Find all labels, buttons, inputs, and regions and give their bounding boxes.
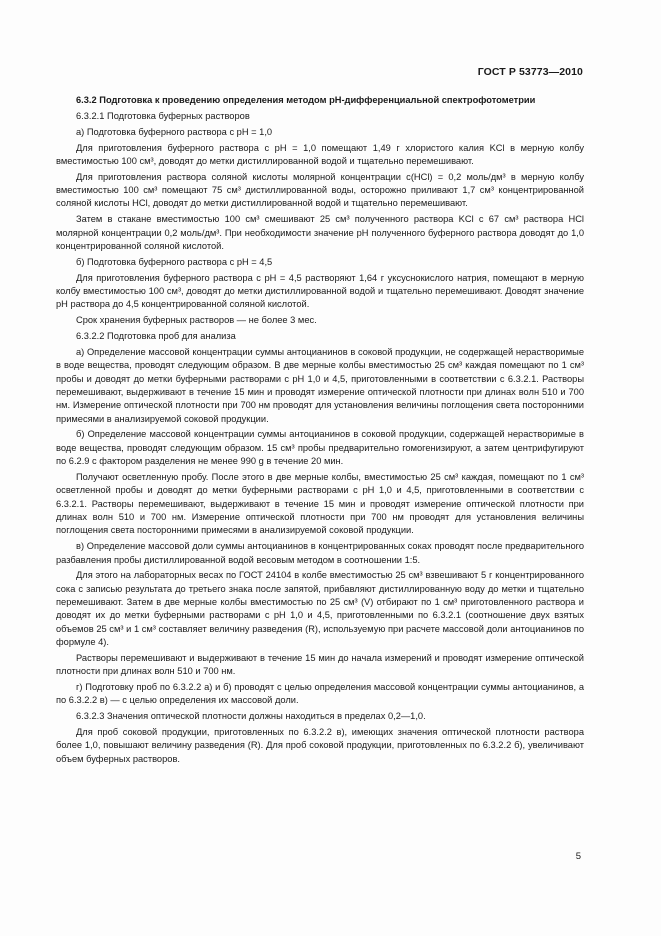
body-paragraph: Для проб соковой продукции, приготовленных по 6.3.2.2 в), имеющих значения оптической плотности раствора более 1,0, повышают величину разведения (R). Для проб соковой продукции, приготовленных по 6.3.2.2 б), увеличивают объем буферных растворов.	[56, 727, 584, 764]
body-paragraph: в) Определение массовой доли суммы антоцианинов в концентрированных соках проводят после предварительного разбавления пробы дистиллированной водой весовым методом в соотношении 1:5.	[56, 541, 584, 565]
body-paragraph: Для приготовления буферного раствора с pH = 4,5 растворяют 1,64 г уксуснокислого натрия, помещают в мерную колбу вместимостью 100 см³, доводят до метки дистиллированной водой и тщательно перемешивают. Доводят значение pH раствора до 4,5 концентрированной соляной кислотой.	[56, 272, 584, 310]
page-number: 5	[575, 851, 581, 862]
body-paragraph: Для этого на лабораторных весах по ГОСТ 24104 в колбе вместимостью 25 см³ взвешивают 5 г концентрированного сока с записью результата до третьего знака после запятой, прибавляют дистиллированную воду до метки и тщательно перемешивают. Затем в две мерные колбы вместимостью по 25 см³ (V) отбирают по 1 см³ приготовленного раствора и доводят их до метки буферными растворами с pH 1,0 и 4,5, приготовленными по 6.3.2.1 (соотношение двух взятых объемов 25 см³ и 1 см³ составляет величину разведения (R), используемую при расчете массовой доли антоцианинов по формуле 4).	[56, 570, 584, 648]
body-paragraph: Затем в стакане вместимостью 100 см³ смешивают 25 см³ полученного раствора KCl с 67 см³ раствора HCl молярной концентрации 0,2 моль/дм³. При необходимости значение pH полученного буферного раствора доводят до 1,0 концентрированной соляной кислотой.	[56, 214, 584, 251]
body-paragraph: Для приготовления раствора соляной кислоты молярной концентрации c(HCl) = 0,2 моль/дм³ в мерную колбу вместимостью 100 см³ помещают 75 см³ дистиллированной воды, осторожно приливают 1,7 см³ концентрированной соляной кислоты HCl, доводят до метки дистиллированной водой и тщательно перемешивают.	[56, 171, 584, 209]
body-paragraph: а) Подготовка буферного раствора с pH = 1,0	[76, 126, 273, 137]
body-paragraph: а) Определение массовой концентрации суммы антоцианинов в соковой продукции, не содержащей нерастворимые в воде вещества, проводят следующим образом. В две мерные колбы вместимостью 25 см³ каждая помещают по 1 см³ пробы и доводят до метки буферными растворами с pH 1,0 и 4,5, приготовленными в соответствии с 6.3.2.1. Растворы перемешивают, выдерживают в течение 15 мин и проводят измерение оптической плотности при длинах волн 510 и 700 нм. Измерение оптической плотности при 700 нм проводят для установления величины поглощения света посторонними примесями в анализируемой соковой продукции.	[56, 346, 584, 424]
document-body	[56, 94, 584, 769]
body-paragraph: 6.3.2.3 Значения оптической плотности должны находиться в пределах 0,2—1,0.	[76, 711, 426, 722]
body-paragraph: г) Подготовку проб по 6.3.2.2 а) и б) проводят с целью определения массовой концентрации суммы антоцианинов, а по 6.3.2.2 в) — с целью определения их массовой доли.	[56, 682, 584, 706]
body-paragraph: Для приготовления буферного раствора с pH = 1,0 помещают 1,49 г хлористого калия KCl в мерную колбу вместимостью 100 см³, доводят до метки дистиллированной водой и тщательно перемешивают.	[56, 142, 584, 166]
body-paragraph: Срок хранения буферных растворов — не более 3 мес.	[76, 315, 317, 326]
body-paragraph: Получают осветленную пробу. После этого в две мерные колбы, вместимостью 25 см³ каждая, помещают по 1 см³ осветленной пробы и доводят до метки буферными растворами с pH 1,0 и 4,5, приготовленными в соответствии с 6.3.2.1. Растворы перемешивают, выдерживают в течение 15 мин и проводят измерение оптической плотности при длинах волн 510 и 700 нм. Измерение оптической плотности при 700 нм проводят для установления величины поглощения света посторонними примесями в анализируемой соковой продукции.	[56, 471, 584, 536]
body-paragraph: 6.3.2.1 Подготовка буферных растворов	[76, 110, 250, 121]
document-id-header: ГОСТ Р 53773—2010	[477, 66, 583, 78]
body-paragraph: б) Определение массовой концентрации суммы антоцианинов в соковой продукции, содержащей нерастворимые в воде вещества, проводят следующим образом. 15 см³ пробы предварительно гомогенизируют, а затем центрифугируют по 6.2.9 с фактором разделения не менее 990 g в течение 20 мин.	[56, 429, 584, 467]
body-paragraph: 6.3.2.2 Подготовка проб для анализа	[76, 331, 236, 341]
body-paragraph: б) Подготовка буферного раствора с pH = 4,5	[76, 256, 273, 267]
body-paragraph: Растворы перемешивают и выдерживают в течение 15 мин до начала измерений и проводят измерение оптической плотности при длинах волн 510 и 700 нм.	[56, 652, 584, 677]
section-heading: 6.3.2 Подготовка к проведению определения методом pH-дифференциальной спектрофотометрии	[76, 95, 536, 105]
